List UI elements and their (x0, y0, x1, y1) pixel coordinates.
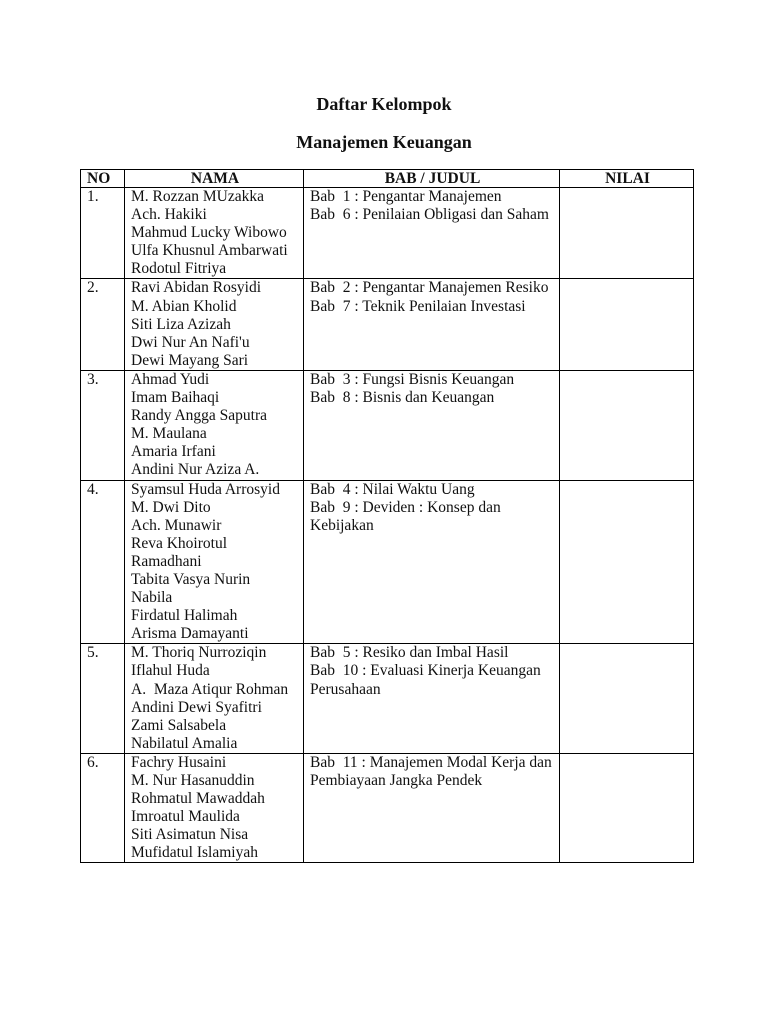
member-name: M. Rozzan MUzakka (131, 188, 264, 205)
member-name: Mahmud Lucky Wibowo (131, 224, 287, 242)
chapter-title: Bab 6 : Penilaian Obligasi dan Saham (310, 206, 549, 224)
member-name: Imroatul Maulida (131, 808, 240, 826)
member-name: Dwi Nur An Nafi'u (131, 333, 250, 351)
member-name: Iflahul Huda (131, 662, 210, 680)
member-name: A. Maza Atiqur Rohman (131, 680, 289, 698)
chapter-title: Bab 1 : Pengantar Manajemen (310, 188, 502, 205)
member-name: Arisma Damayanti (131, 625, 249, 643)
grade-cell (560, 644, 694, 754)
document-title: Daftar Kelompok (316, 94, 452, 114)
group-row (81, 480, 694, 644)
member-list (125, 279, 304, 370)
member-name: Rohmatul Mawaddah (131, 790, 265, 808)
chapter-title: Bab 4 : Nilai Waktu Uang (310, 480, 475, 498)
group-row (81, 279, 694, 370)
member-list (125, 753, 304, 863)
grade-cell (560, 370, 694, 480)
group-row (81, 188, 694, 279)
chapter-title: Bab 7 : Teknik Penilaian Investasi (310, 297, 526, 315)
grade-cell (560, 279, 694, 370)
group-number: 2. (81, 279, 125, 370)
chapter-list (304, 753, 560, 863)
member-name: Imam Baihaqi (131, 389, 220, 407)
member-name: Syamsul Huda Arrosyid (131, 480, 280, 498)
chapter-list (304, 480, 560, 644)
group-row (81, 370, 694, 480)
member-name: Siti Liza Azizah (131, 315, 231, 333)
header-no: NO (81, 170, 125, 188)
group-table (80, 169, 694, 863)
member-name: Andini Nur Aziza A. (131, 461, 260, 479)
member-list (125, 188, 304, 279)
member-name: Amaria Irfani (131, 443, 216, 461)
grade-cell (560, 753, 694, 863)
member-name: M. Maulana (131, 425, 207, 443)
header-bab-judul: BAB / JUDUL (304, 170, 560, 188)
member-name: Dewi Mayang Sari (131, 351, 249, 369)
table-header-row (81, 170, 694, 188)
member-name: Ravi Abidan Rosyidi (131, 279, 262, 297)
member-name: Ahmad Yudi (131, 370, 210, 388)
member-name: Firdatul Halimah (131, 607, 238, 625)
document-subtitle: Manajemen Keuangan (296, 132, 472, 152)
header-nilai: NILAI (560, 170, 694, 188)
member-name: Ulfa Khusnul Ambarwati (131, 242, 288, 260)
chapter-title: Bab 5 : Resiko dan Imbal Hasil (310, 644, 509, 662)
member-name: Randy Angga Saputra (131, 407, 268, 425)
member-name: Nabilatul Amalia (131, 734, 238, 752)
group-row (81, 644, 694, 754)
header-nama: NAMA (125, 170, 304, 188)
member-name: Rodotul Fitriya (131, 260, 227, 278)
group-number: 4. (81, 480, 125, 644)
chapter-list (304, 370, 560, 480)
member-name: M. Abian Kholid (131, 297, 237, 315)
grade-cell (560, 480, 694, 644)
member-list (125, 644, 304, 754)
member-name: Reva Khoirotul Ramadhani (131, 534, 227, 570)
member-name: M. Dwi Dito (131, 498, 211, 516)
member-name: Ach. Munawir (131, 516, 222, 534)
member-list (125, 370, 304, 480)
member-name: M. Nur Hasanuddin (131, 772, 255, 789)
chapter-title: Bab 3 : Fungsi Bisnis Keuangan (310, 370, 515, 388)
chapter-list (304, 644, 560, 754)
chapter-title: Bab 9 : Deviden : Konsep dan Kebijakan (310, 498, 501, 534)
chapter-title: Bab 11 : Manajemen Modal Kerja dan Pembiayaan Jangka Pendek (310, 753, 552, 789)
member-name: Ach. Hakiki (131, 206, 207, 224)
chapter-title: Bab 8 : Bisnis dan Keuangan (310, 389, 495, 407)
member-name: Zami Salsabela (131, 716, 227, 734)
chapter-list (304, 279, 560, 370)
group-number: 5. (81, 644, 125, 754)
member-list (125, 480, 304, 644)
group-number: 6. (81, 753, 125, 863)
chapter-title: Bab 10 : Evaluasi Kinerja Keuangan Perusahaan (310, 662, 541, 698)
group-number: 3. (81, 370, 125, 480)
group-number: 1. (81, 188, 125, 279)
chapter-list (304, 188, 560, 279)
member-name: Siti Asimatun Nisa (131, 826, 249, 844)
member-name: Andini Dewi Syafitri (131, 698, 262, 716)
member-name: M. Thoriq Nurroziqin (131, 644, 267, 662)
member-name: Tabita Vasya Nurin Nabila (131, 570, 251, 607)
chapter-title: Bab 2 : Pengantar Manajemen Resiko (310, 279, 549, 297)
group-row (81, 753, 694, 863)
member-name: Mufidatul Islamiyah (131, 844, 258, 862)
grade-cell (560, 188, 694, 279)
member-name: Fachry Husaini (131, 753, 227, 771)
